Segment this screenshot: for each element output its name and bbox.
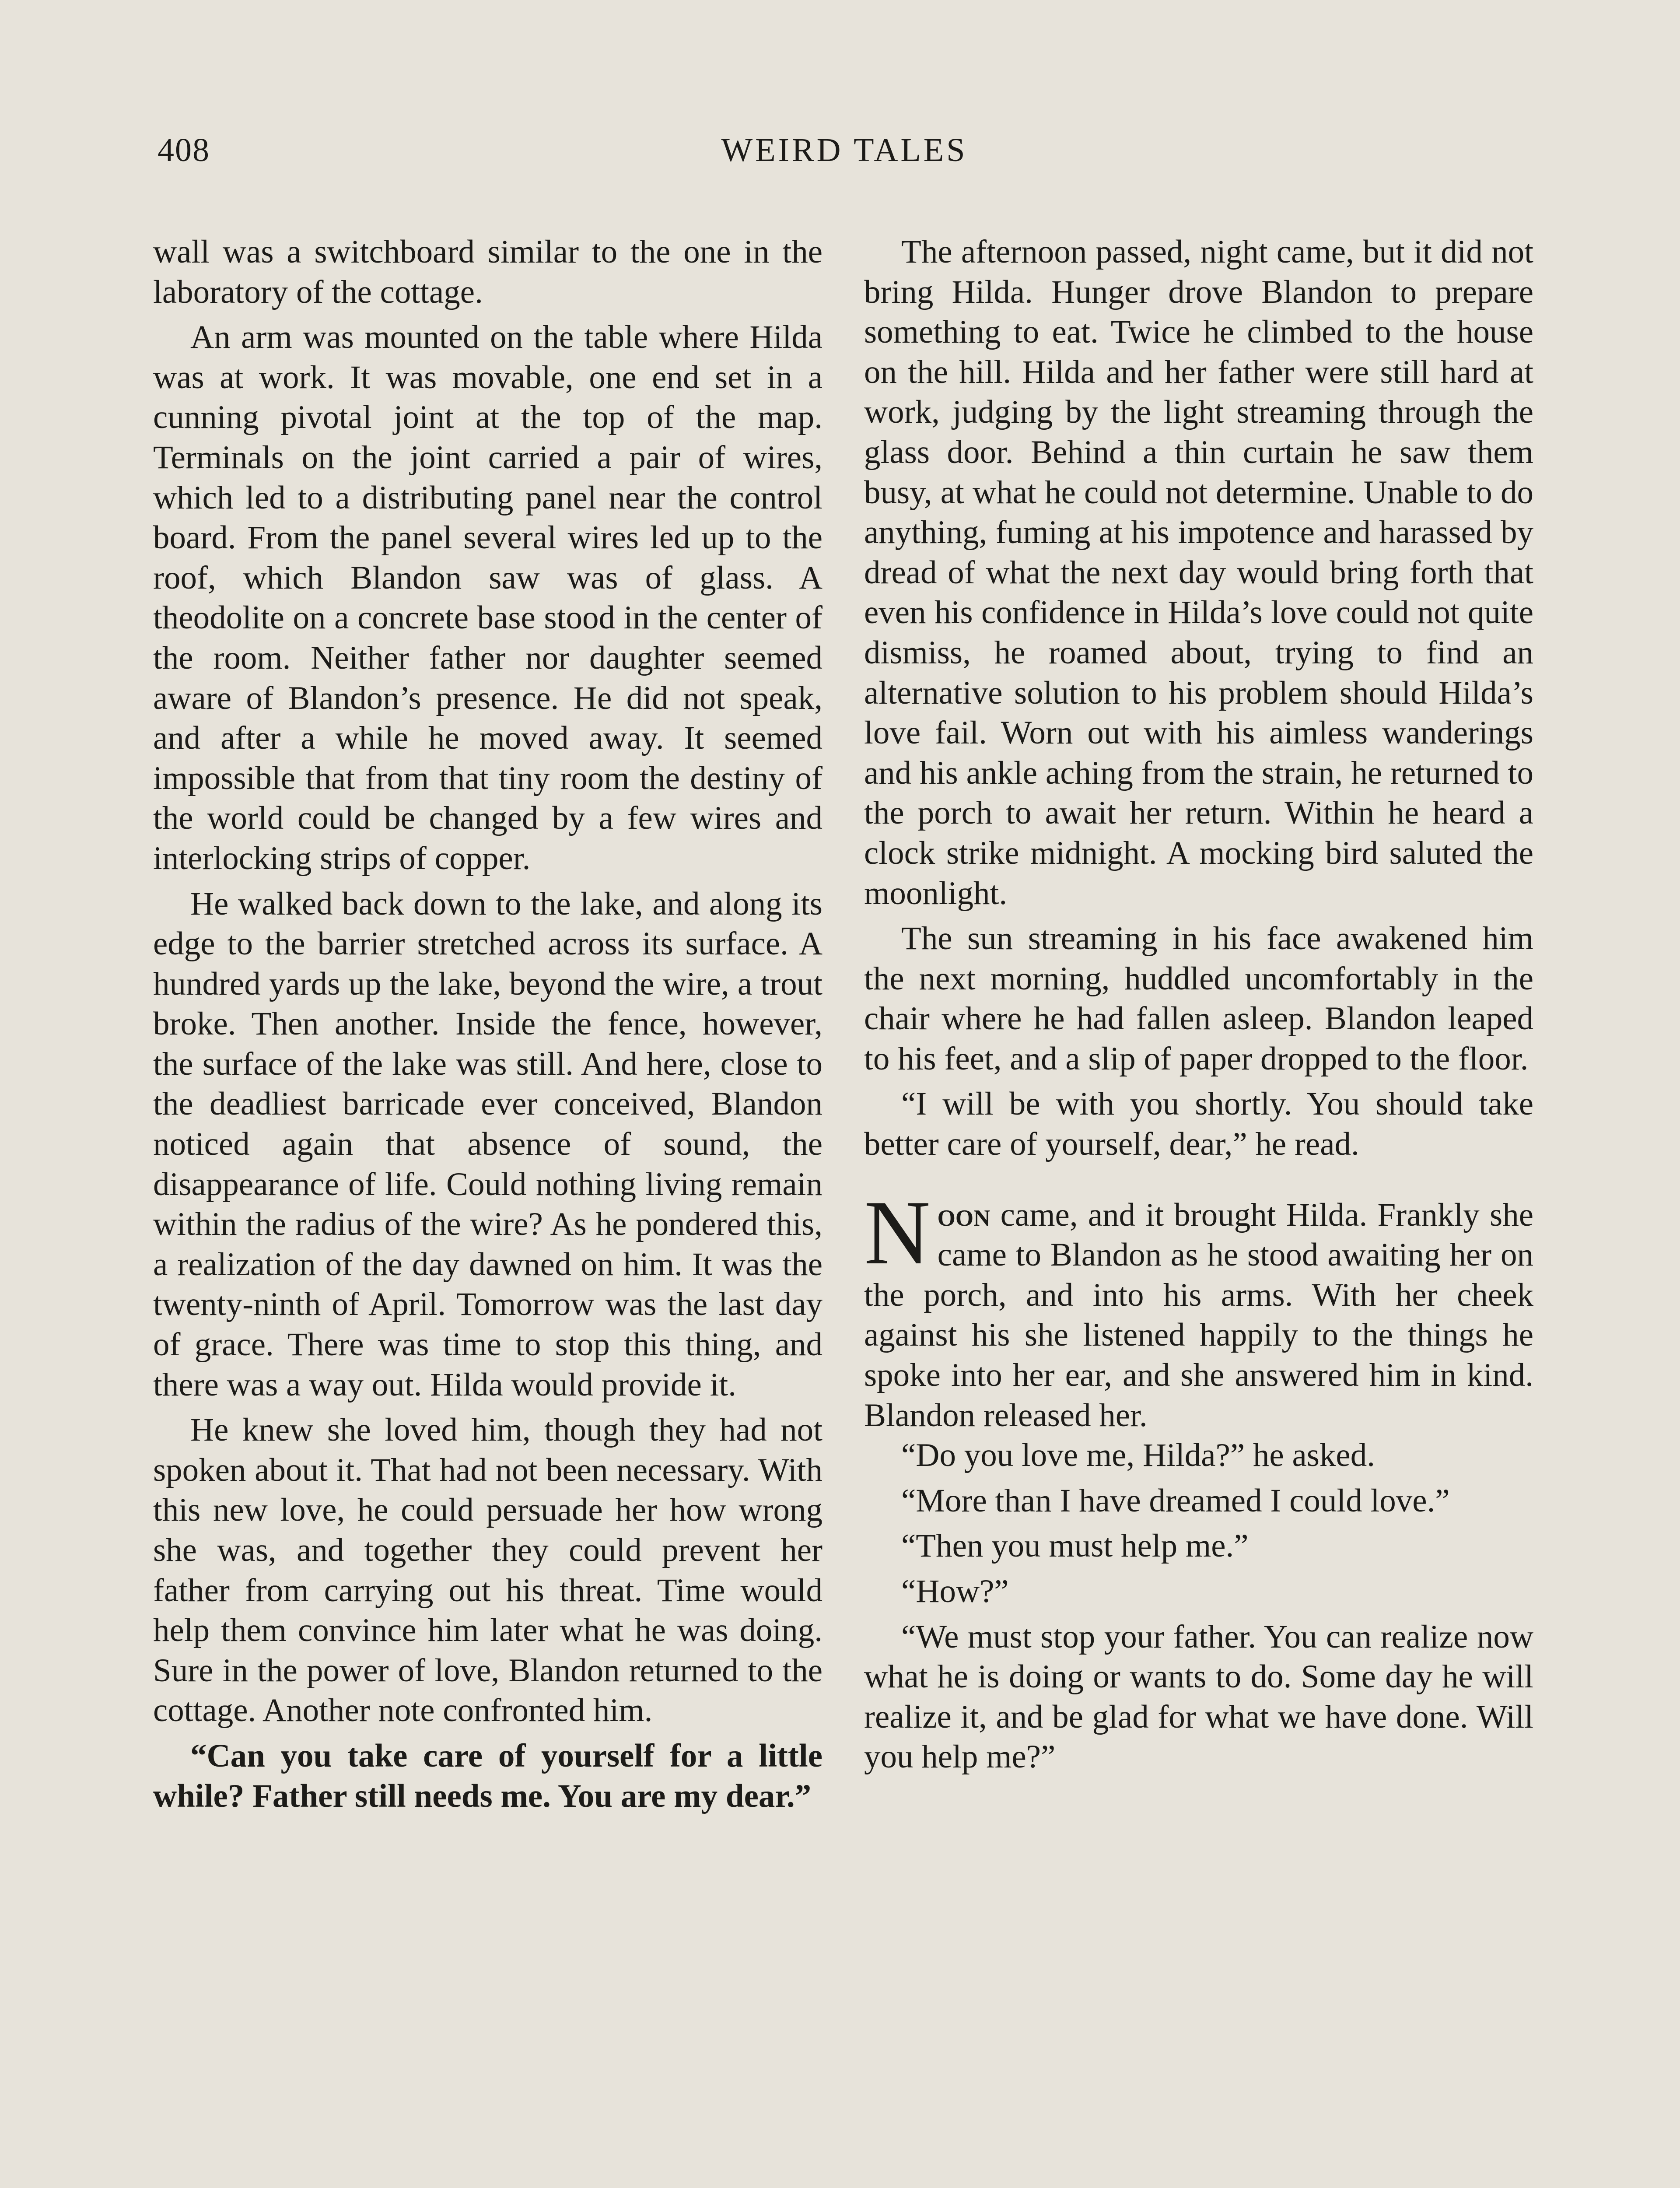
paragraph: He walked back down to the lake, and along its edge to the barrier stretched across its surface. A hundred yards up the lake, beyond the wire, a trout broke. Then another. Inside the fence, however, the surface of the lake was still. And here, close to the deadliest barricade ever conceived, Blandon noticed again that absence of sound, the disappearance of life. Could nothing living remain within the radius of the wire? As he pondered this, a realization of the day dawned on him. It was the twenty-ninth of April. Tomorrow was the last day of grace. There was time to stop this thing, and there was a way out. Hilda would provide it. (153, 885, 822, 1403)
right-column (864, 232, 1533, 1777)
paragraph: An arm was mounted on the table where Hilda was at work. It was movable, one end set in a cunning pivotal joint at the top of the map. Terminals on the joint carried a pair of wires, which led to a distributing panel near the control board. From the panel several wires led up to the roof, which Blandon saw was of glass. A theodolite on a concrete base stood in the center of the room. Neither father nor daughter seemed aware of Blandon’s presence. He did not speak, and after a while he moved away. It seemed impossible that from that tiny room the destiny of the world could be changed by a few wires and interlocking strips of copper. (153, 319, 822, 877)
page-number: 408 (158, 132, 210, 168)
running-title: WEIRD TALES (721, 132, 968, 168)
note-paragraph: “I will be with you shortly. You should take better care of yourself, dear,” he read. (864, 1086, 1533, 1163)
dialogue-line: “Do you love me, Hilda?” he asked. (901, 1437, 1375, 1474)
note-paragraph: “Can you take care of yourself for a little while? Father still needs me. You are my dear.” (153, 1737, 822, 1814)
page-header (158, 131, 1531, 184)
paragraph: The sun streaming in his face awakened him the next morning, huddled uncomfortably in the chair where he had fallen asleep. Blandon leaped to his feet, and a slip of paper dropped to the floor. (864, 920, 1533, 1077)
section-break (864, 1164, 1533, 1195)
drop-cap: N (864, 1182, 931, 1283)
paragraph: wall was a switchboard similar to the one in the laboratory of the cottage. (153, 234, 822, 310)
dropcap-paragraph (864, 1182, 1533, 1436)
dialogue-line: “More than I have dreamed I could love.” (901, 1482, 1450, 1519)
small-caps-lead: oon (937, 1196, 990, 1233)
paragraph: He knew she loved him, though they had not spoken about it. That had not been necessary. With this new love, he could persuade her how wrong she was, and together they could prevent her father from carrying out his threat. Time would help them convince him later what he was doing. Sure in the power of love, Blandon returned to the cottage. Another note confronted him. (153, 1412, 822, 1729)
paragraph: The afternoon passed, night came, but it did not bring Hilda. Hunger drove Blandon to prepare something to eat. Twice he climbed to the house on the hill. Hilda and her father were still hard at work, judging by the light streaming through the glass door. Behind a thin curtain he saw them busy, at what he could not determine. Unable to do anything, fuming at his impotence and harassed by dread of what the next day would bring forth that even his confidence in Hilda’s love could not quite dismiss, he roamed about, trying to find an alternative solution to his problem should Hilda’s love fail. Worn out with his aimless wanderings and his ankle aching from the strain, he returned to the porch to await her return. Within he heard a clock strike midnight. A mocking bird saluted the moonlight. (864, 234, 1533, 912)
left-column (153, 232, 822, 1816)
dialogue-line: “Then you must help me.” (901, 1528, 1249, 1564)
dropcap-paragraph-text: came, and it brought Hilda. Frankly she came to Blandon as he stood awaiting her on the porch, and into his arms. With her cheek against his she listened happily to the things he spoke into her ear, and she answered him in kind. Blandon released her. (864, 1196, 1533, 1434)
dialogue-line: “We must stop your father. You can realize now what he is doing or wants to do. Some day he will realize it, and be glad for what we have done. Will you help me?” (864, 1618, 1533, 1775)
dialogue-line: “How?” (901, 1573, 1009, 1609)
